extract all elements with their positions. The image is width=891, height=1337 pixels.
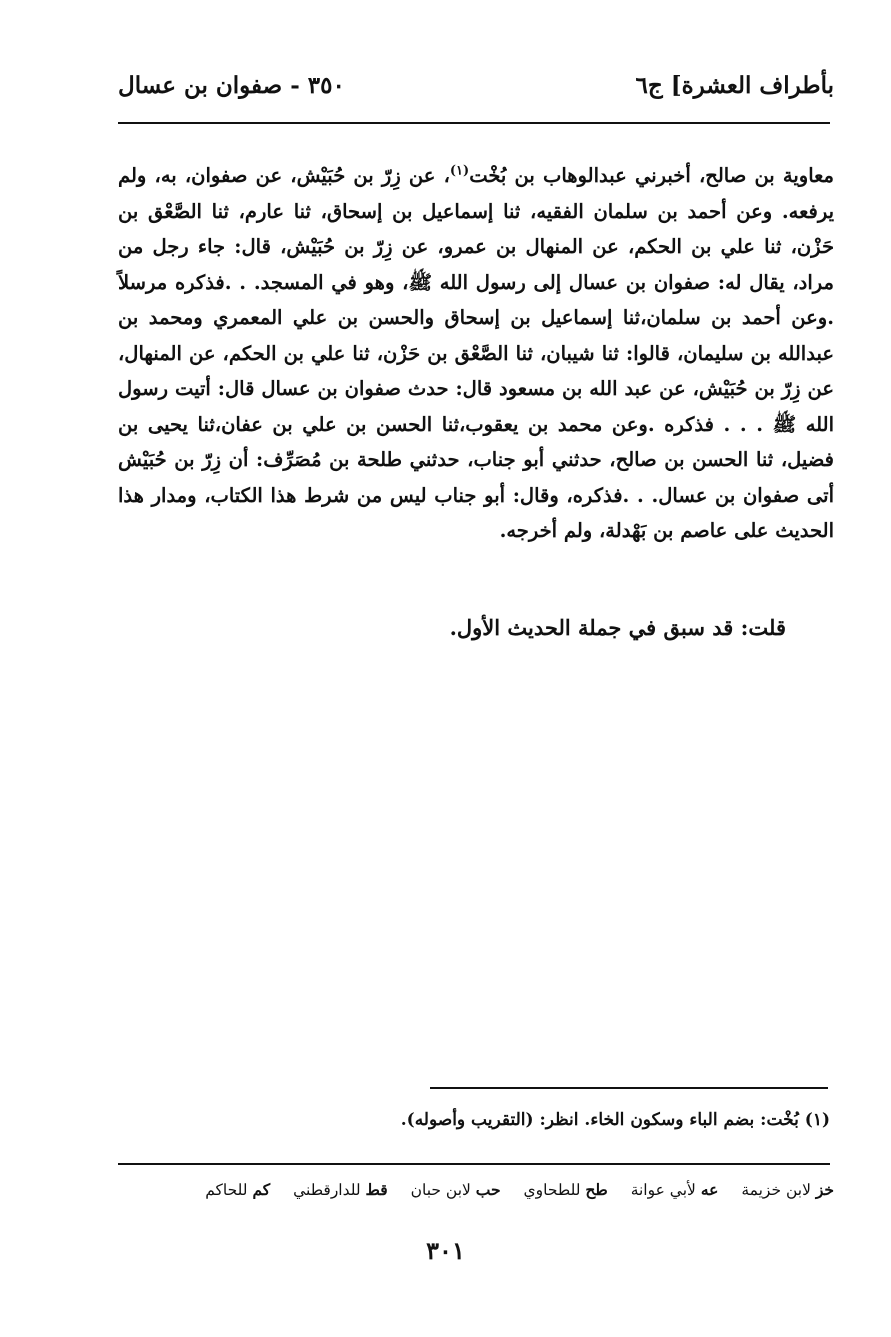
- footnote: (١) بُخْت: بضم الباء وسكون الخاء. انظر: (التقريب وأصوله).: [400, 1110, 830, 1130]
- book-title: بأطراف العشرة] ج٦: [635, 72, 834, 99]
- body-text-part-2: ، عن زِرّ بن حُبَيْش، عن صفوان، به، ولم يرفعه. وعن أحمد بن سلمان الفقيه، ثنا إسماعيل بن إسحاق، ثنا عارم، ثنا الصَّعْق بن حَزْن، ثنا علي بن الحكم، عن المنهال بن عمرو، عن زِرّ بن حُبَيْش، قال: جاء رجل من مراد، يقال له: صفوان بن عسال إلى رسول الله ﷺ، وهو في المسجد. . .فذكره مرسلاً .وعن أحمد بن سلمان،ثنا إسماعيل بن إسحاق والحسن بن علي المعمري ومحمد بن عبدالله بن سليمان، قالوا: ثنا شيبان، ثنا الصَّعْق بن حَزْن، ثنا علي بن الحكم، عن المنهال، عن زِرّ بن حُبَيْش، عن عبد الله بن مسعود قال: حدث صفوان بن عسال قال: أتيت رسول الله ﷺ . . . فذكره .وعن محمد بن يعقوب،ثنا الحسن بن علي بن عفان،ثنا يحيى بن فضيل، ثنا الحسن بن صالح، حدثني أبو جناب، حدثني طلحة بن مُصَرِّف: أن زِرّ بن حُبَيْش أتى صفوان بن عسال. . .فذكره، وقال: أبو جناب ليس من شرط هذا الكتاب، ومدار هذا الحديث على عاصم بن بَهْدلة، ولم أخرجه.: [118, 164, 834, 542]
- conclusion-note: قلت: قد سبق في جملة الحديث الأول.: [449, 615, 786, 640]
- hadith-paragraph: [118, 158, 834, 549]
- footnote-divider: [430, 1087, 828, 1089]
- abbreviation-item: قط للدارقطني: [293, 1180, 388, 1199]
- abbreviation-item: خز لابن خزيمة: [741, 1180, 834, 1199]
- footnote-reference: (١): [449, 163, 470, 179]
- hadith-title: ٣٥٠ - صفوان بن عسال: [118, 72, 345, 99]
- page-header: [118, 72, 834, 112]
- abbreviation-item: عه لأبي عوانة: [630, 1180, 719, 1199]
- abbreviations-divider: [118, 1163, 830, 1165]
- abbreviation-item: كم للحاكم: [205, 1180, 271, 1199]
- abbreviation-item: حب لابن حبان: [410, 1180, 501, 1199]
- page-number: ٣٠١: [426, 1236, 465, 1265]
- abbreviation-item: طح للطحاوي: [523, 1180, 608, 1199]
- hadith-body: [118, 158, 834, 549]
- header-divider: [118, 122, 830, 124]
- abbreviations-legend: [118, 1180, 834, 1199]
- body-text-part-1: معاوية بن صالح، أخبرني عبدالوهاب بن بُخْت: [469, 164, 835, 187]
